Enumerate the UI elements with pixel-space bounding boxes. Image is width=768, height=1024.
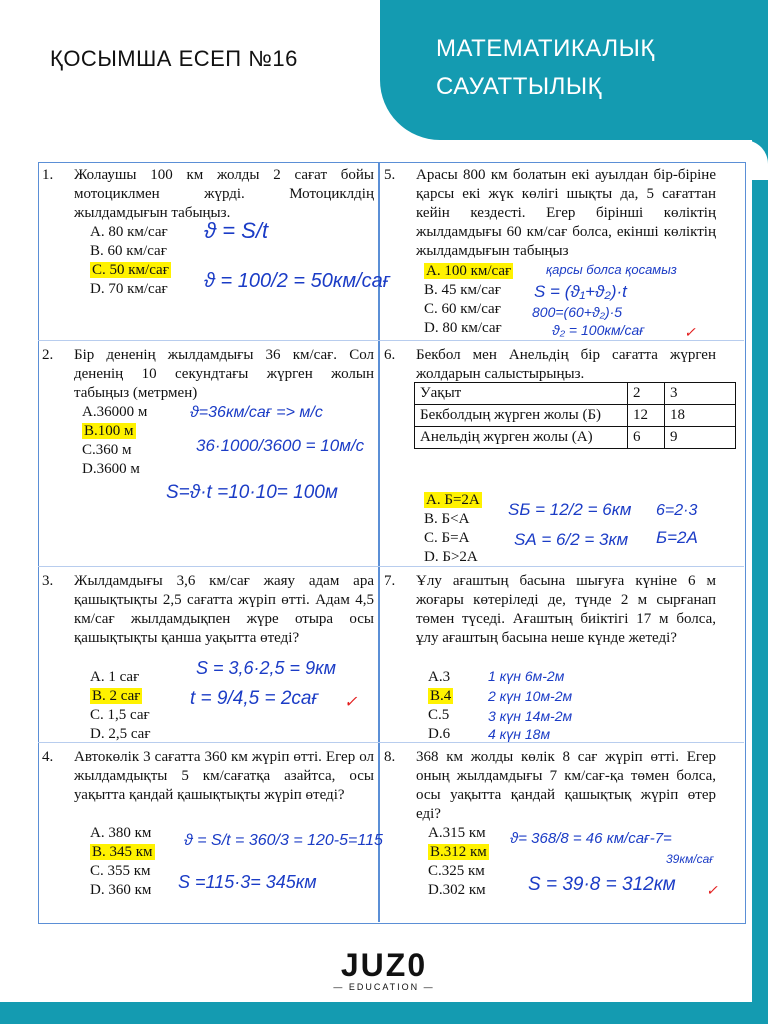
handwriting-q7-day4: 4 күн 18м [488,726,551,742]
table-cell: 2 [628,383,665,405]
table-cell: 18 [665,405,736,427]
option-d: D. 2,5 сағ [90,726,151,742]
question-number: 3. [42,573,54,589]
options [90,824,155,900]
options [82,403,147,479]
table-cell: Бекболдың жүрген жолы (Б) [415,405,628,427]
table-cell: 12 [628,405,665,427]
option-b [428,843,489,862]
handwriting-q6-bekbol: SБ = 12/2 = 6км [508,500,632,519]
question-number: 6. [384,347,396,363]
question-number: 1. [42,167,54,183]
handwriting-q8-new-speed: 39км/сағ [666,852,714,866]
option-d: D. 360 км [90,882,152,898]
bottom-teal-strip [0,1002,768,1024]
option-d: D.302 км [428,882,486,898]
handwriting-q5-note: қарсы болса қосамыз [546,262,677,277]
table-row [415,405,736,427]
handwriting-q4-distance: S =115·3= 345км [178,872,317,892]
row-divider-1 [38,340,744,341]
check-mark-icon: ✓ [706,882,718,898]
option-a: A. 1 сағ [90,669,140,685]
options [428,668,453,744]
handwriting-q1-formula: ϑ = S/t [204,218,269,243]
option-a: A. 380 км [90,825,152,841]
row-divider-2 [38,566,744,567]
table-cell: 3 [665,383,736,405]
handwriting-q7-day1: 1 күн 6м-2м [488,668,565,684]
option-c: C. 355 км [90,863,151,879]
table-cell: 9 [665,427,736,449]
options [424,491,482,567]
handwriting-q2-calc: 36·1000/3600 = 10м/с [196,436,365,455]
options [90,223,171,299]
option-d: D. Б>2А [424,549,478,565]
handwriting-q4-speed: ϑ = S/t = 360/3 = 120-5=115 [184,832,383,849]
option-b: B. Б<А [424,511,470,527]
option-c: C.360 м [82,442,132,458]
option-d: D. 70 км/сағ [90,281,168,297]
option-a: A.315 км [428,825,486,841]
option-b [90,687,150,706]
handwriting-q3-distance: S = 3,6·2,5 = 9км [196,658,336,678]
option-c: C.5 [428,707,450,723]
handwriting-q5-equation: 800=(60+ϑ₂)·5 [532,304,623,320]
question-number: 5. [384,167,396,183]
question-text: Бекбол мен Анельдің бір сағатта жүрген жолдарын салыстырыңыз. [416,347,716,382]
highlighted-answer: B. 345 км [92,844,153,860]
options [424,262,513,338]
handwriting-q6-result: Б=2А [656,528,698,547]
subject-line-1: МАТЕМАТИКАЛЫҚ [436,35,655,62]
question-number: 2. [42,347,54,363]
option-a [424,262,513,281]
highlighted-answer: C. 50 км/сағ [92,262,169,278]
logo-main: JUZ0 [340,947,428,983]
question-number: 7. [384,573,396,589]
option-c: C. 1,5 сағ [90,707,150,723]
question-text: Жылдамдығы 3,6 км/сағ жаяу адам ара қашықтықты 2,5 сағатта жүріп өтті. Адам 4,5 км/сағ жылдамдықпен жүре отыра осы қашықтықты қанша уақытта өтеді? [74,573,374,646]
option-c: C.325 км [428,863,485,879]
handwriting-q1-calc: ϑ = 100/2 = 50км/сағ [204,270,391,292]
page-title: ҚОСЫМША ЕСЕП №16 [50,46,298,71]
right-teal-strip [752,130,768,1024]
subject-title [436,30,655,106]
handwriting-q3-time: t = 9/4,5 = 2сағ [190,688,319,709]
option-b [90,843,155,862]
handwriting-q8-distance: S = 39·8 = 312км [528,874,676,895]
handwriting-q8-speed: ϑ= 368/8 = 46 км/сағ-7= [510,830,672,847]
options [428,824,489,900]
handwriting-q5-formula: S = (ϑ₁+ϑ₂)·t [534,282,627,301]
options [90,668,150,744]
question-text: 368 км жолды көлік 8 сағ жүріп өтті. Егер оның жылдамдығы 7 км/сағ-қа төмен болса, осы уақытта қандай қашықтық жүріп өтер еді? [416,749,716,822]
question-number: 8. [384,749,396,765]
check-mark-icon: ✓ [684,324,696,340]
question-text: Бір дененің жылдамдығы 36 км/сағ. Сол дененің 10 секундтағы жүрген жолын табыңыз (метрмен) [74,347,374,401]
highlighted-answer: B.100 м [84,423,134,439]
table-cell: 6 [628,427,665,449]
question-text: Жолаушы 100 км жолды 2 сағат бойы мотоциклмен жүрді. Мотоциклдің жылдамдығын табыңыз. [74,167,374,221]
handwriting-q2-convert: ϑ=36км/сағ => м/с [190,404,323,421]
subject-line-2: САУАТТЫЛЫҚ [436,73,603,100]
option-b [428,687,453,706]
question-text: Ұлу ағаштың басына шығуға күніне 6 м жоғары көтеріледі де, түнде 2 м сырғанап төмен түседі. Ағаштың биіктігі 17 м болса, ұлу ағаштың басына неше күнде жетеді? [416,573,716,646]
table-cell: Анельдің жүрген жолы (А) [415,427,628,449]
question-text: Арасы 800 км болатын екі ауылдан бір-біріне қарсы екі жүк көлігі шықты да, 5 сағаттан кейін кездесті. Егер бірінші көліктің жылдамдығы 60 км/сағ болса, екінші көліктің жылдамдығын табыңыз [416,167,716,259]
option-d: D.6 [428,726,451,742]
juzo-education-logo [330,947,438,994]
option-d: D.3600 м [82,461,140,477]
highlighted-answer: A. Б=2А [426,492,480,508]
option-c [90,261,171,280]
check-mark-icon: ✓ [344,694,358,711]
highlighted-answer: B.312 км [430,844,487,860]
handwriting-q5-answer: ϑ₂ = 100км/сағ [552,322,645,338]
option-c: C. 60 км/сағ [424,301,501,317]
option-b [82,422,147,441]
highlighted-answer: B. 2 сағ [92,688,141,704]
highlighted-answer: B.4 [430,688,452,704]
option-d: D. 80 км/сағ [424,320,502,336]
comparison-table [414,382,736,449]
option-a: A. 80 км/сағ [90,224,168,240]
option-a: A.3 [428,669,451,685]
option-b: B. 60 км/сағ [90,243,167,259]
handwriting-q7-day2: 2 күн 10м-2м [488,688,573,704]
handwriting-q6-factor: 6=2·3 [656,502,698,519]
logo-sub: — EDUCATION — [333,982,435,992]
table-row [415,383,736,405]
option-c: C. Б=А [424,530,470,546]
handwriting-q2-distance: S=ϑ·t =10·10= 100м [166,482,338,503]
highlighted-answer: A. 100 км/сағ [426,263,512,279]
table-cell: Уақыт [415,383,628,405]
option-a: A.36000 м [82,404,148,420]
option-b: B. 45 км/сағ [424,282,501,298]
option-a [424,491,482,510]
question-text: Автокөлік 3 сағатта 360 км жүріп өтті. Егер ол жылдамдықты 5 км/сағатқа азайтса, осы уақытта қандай қашықтықты жүріп өтеді? [74,749,374,803]
handwriting-q6-anel: SА = 6/2 = 3км [514,530,629,549]
handwriting-q7-day3: 3 күн 14м-2м [488,708,573,724]
question-number: 4. [42,749,54,765]
table-row [415,427,736,449]
